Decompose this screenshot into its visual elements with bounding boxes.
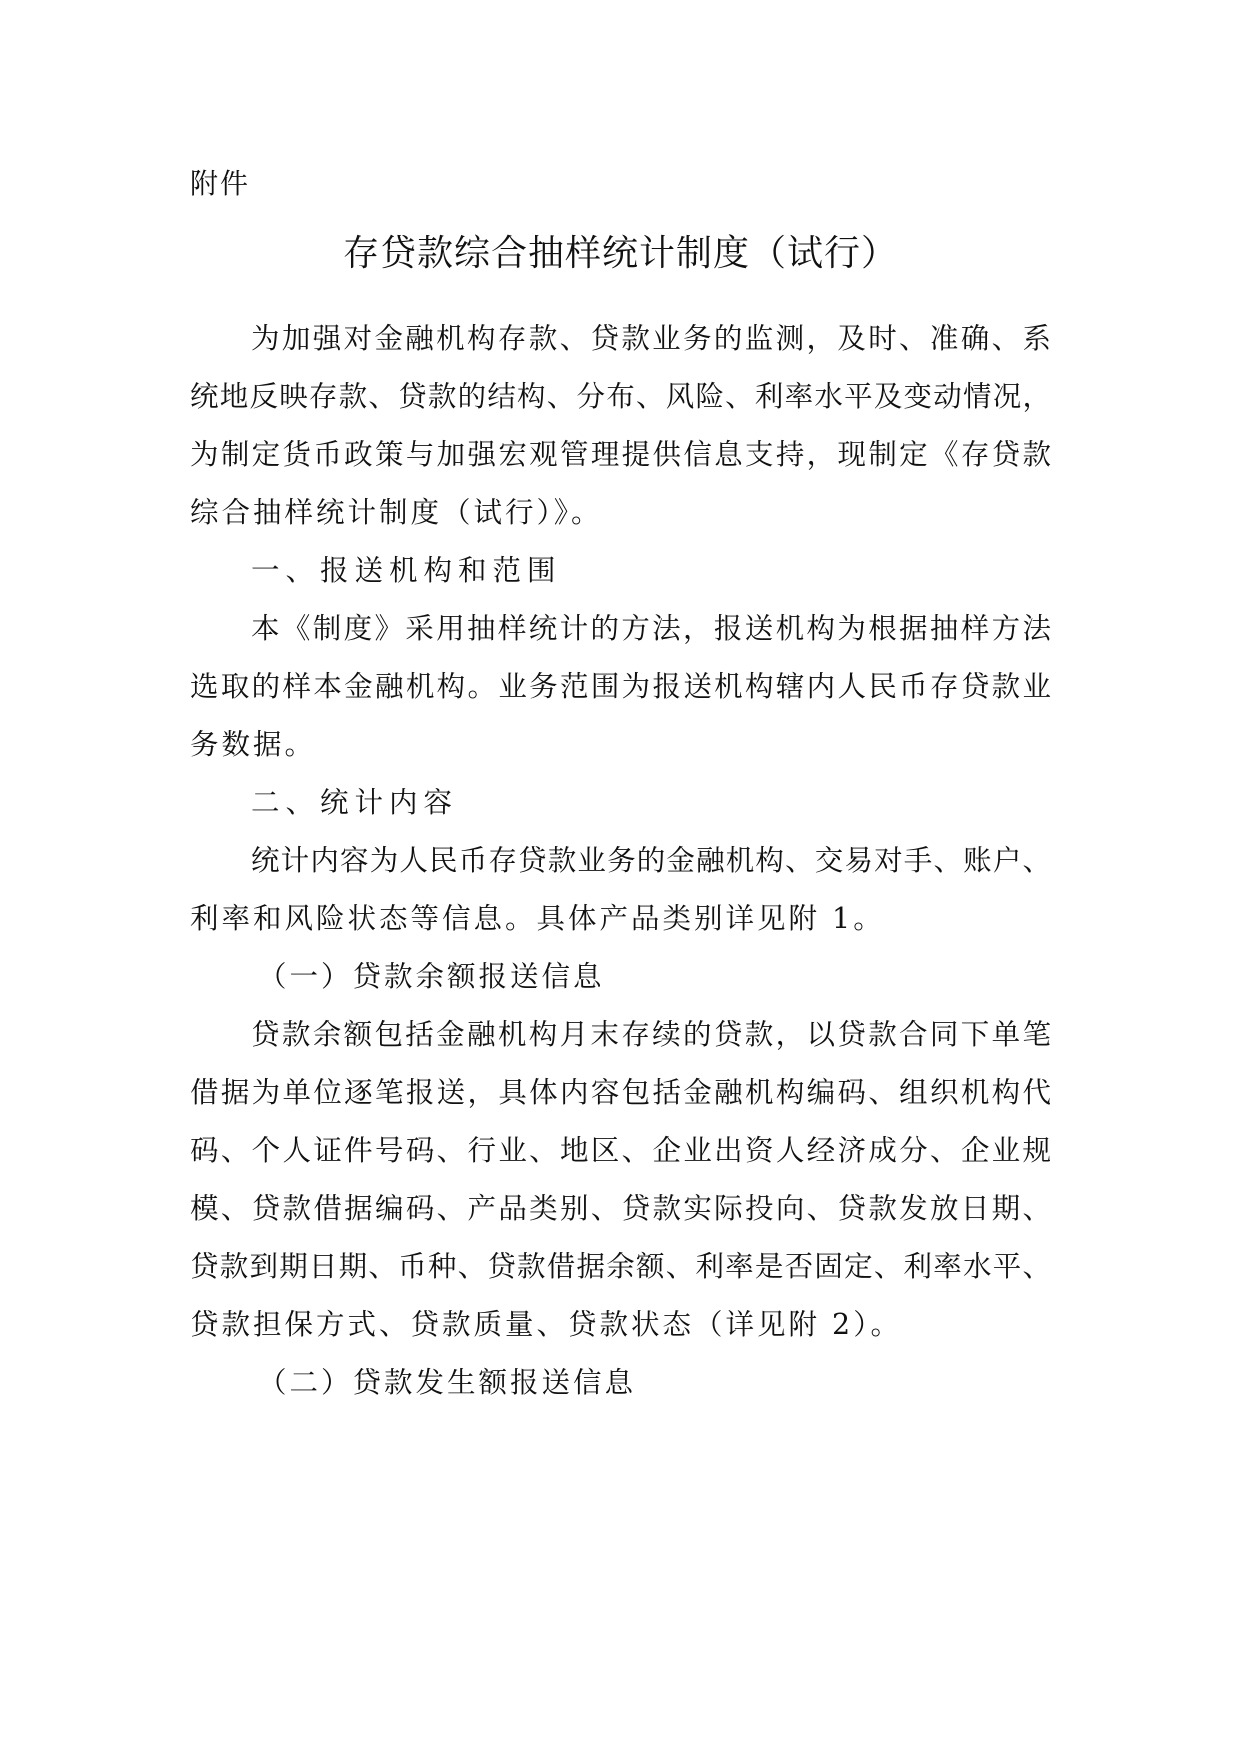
intro-line: 为加强对金融机构存款、贷款业务的监测，及时、准确、系 <box>251 322 1051 355</box>
subsection-line: 贷款担保方式、贷款质量、贷款状态（详见附 2）。 <box>190 1308 902 1341</box>
section-line: 统计内容为人民币存贷款业务的金融机构、交易对手、账户、 <box>251 844 1051 877</box>
intro-line: 统地反映存款、贷款的结构、分布、风险、利率水平及变动情况， <box>190 380 1051 413</box>
intro-line: 综合抽样统计制度（试行）》。 <box>190 496 603 529</box>
attachment-label: 附件 <box>190 167 251 200</box>
document-title: 存贷款综合抽样统计制度（试行） <box>342 233 898 274</box>
section-line: 利率和风险状态等信息。具体产品类别详见附 1。 <box>190 902 885 935</box>
subsection-line: 码、个人证件号码、行业、地区、企业出资人经济成分、企业规 <box>190 1134 1051 1167</box>
intro-line: 为制定货币政策与加强宏观管理提供信息支持，现制定《存贷款 <box>190 438 1051 471</box>
subsection-heading: （二）贷款发生额报送信息 <box>258 1366 637 1399</box>
subsection-line: 借据为单位逐笔报送，具体内容包括金融机构编码、组织机构代 <box>190 1076 1051 1109</box>
section-line: 本《制度》采用抽样统计的方法，报送机构为根据抽样方法 <box>251 612 1051 645</box>
subsection-line: 贷款到期日期、币种、贷款借据余额、利率是否固定、利率水平、 <box>190 1250 1051 1283</box>
section-line: 选取的样本金融机构。业务范围为报送机构辖内人民币存贷款业 <box>190 670 1051 703</box>
section-heading: 一、报送机构和范围 <box>251 554 562 587</box>
section-line: 务数据。 <box>190 728 317 761</box>
subsection-line: 模、贷款借据编码、产品类别、贷款实际投向、贷款发放日期、 <box>190 1192 1051 1225</box>
subsection-heading: （一）贷款余额报送信息 <box>258 960 605 993</box>
section-heading: 二、统计内容 <box>251 786 459 819</box>
subsection-line: 贷款余额包括金融机构月末存续的贷款，以贷款合同下单笔 <box>251 1018 1051 1051</box>
